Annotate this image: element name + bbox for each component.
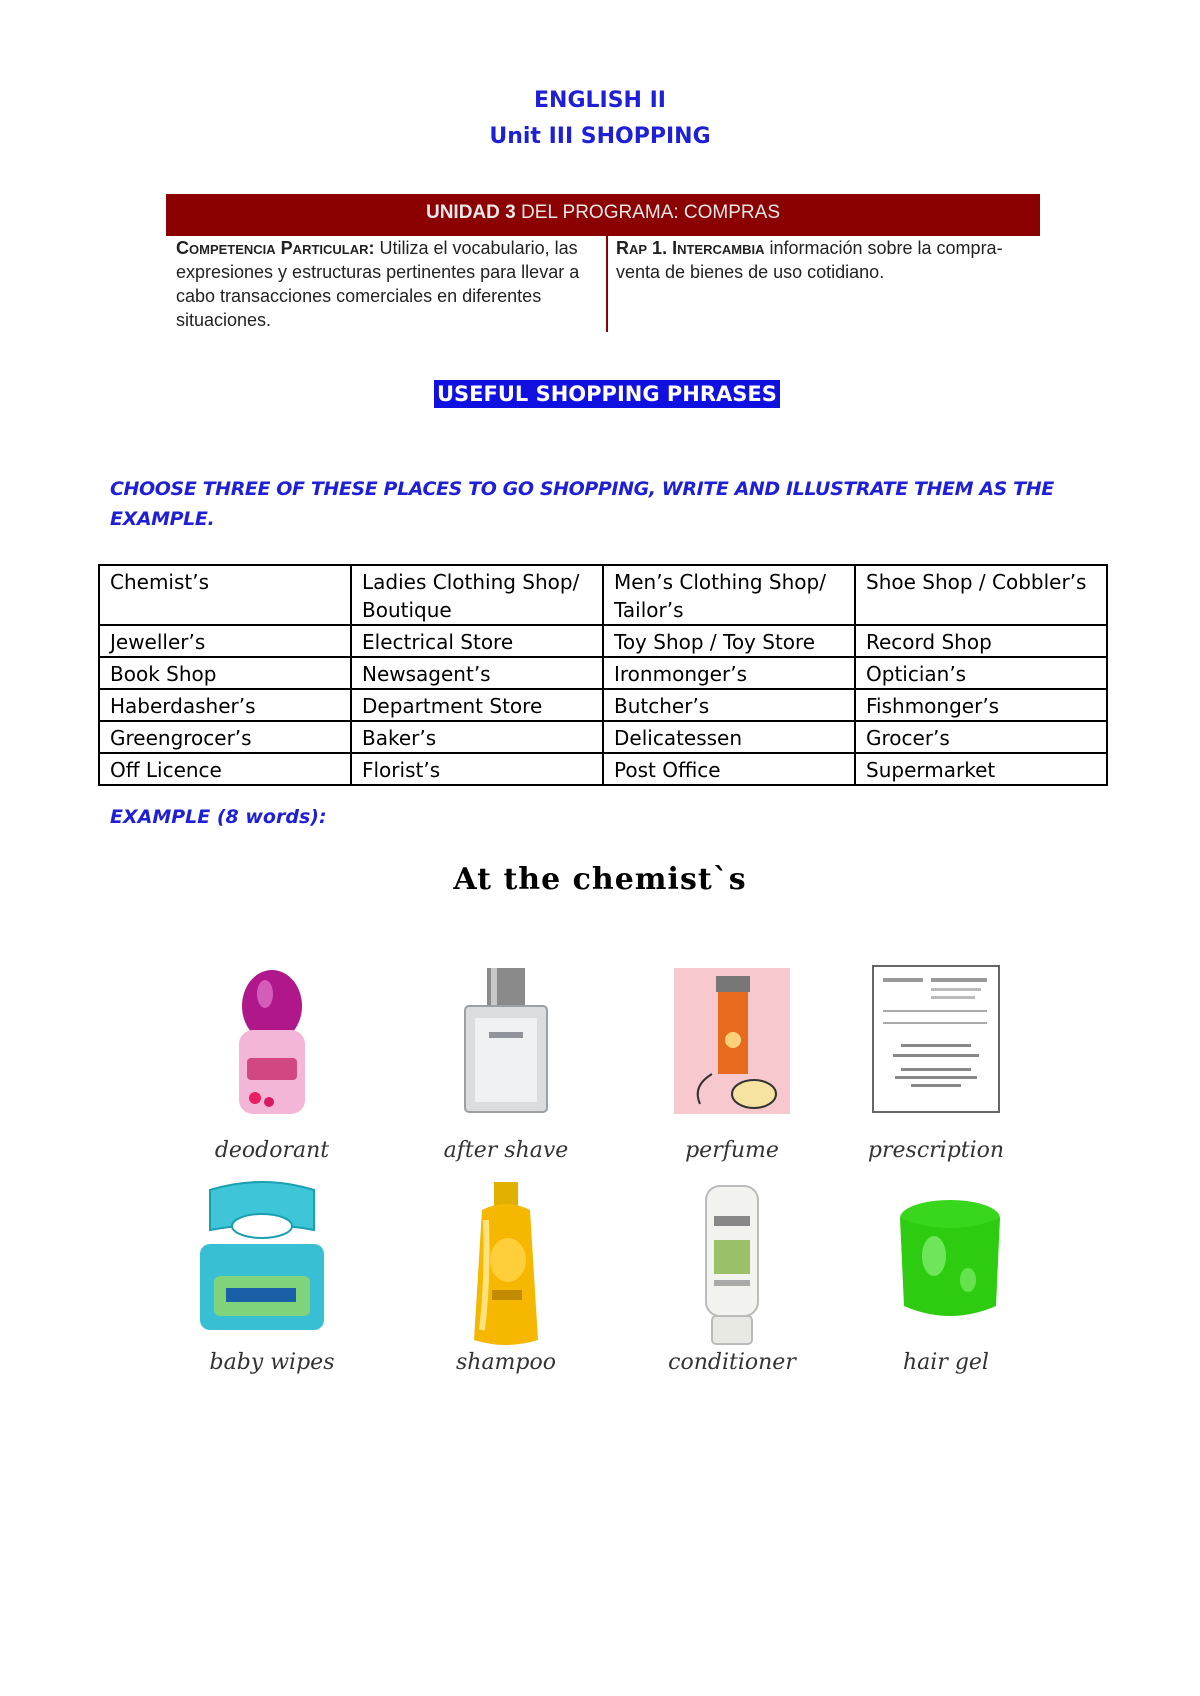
table-cell: Shoe Shop / Cobbler’s [855, 565, 1107, 625]
table-cell: Toy Shop / Toy Store [603, 625, 855, 657]
perfume-atomizer-icon [672, 966, 792, 1116]
example-label: EXAMPLE (8 words): [110, 806, 327, 828]
table-row [99, 625, 1107, 657]
table-cell: Ironmonger’s [603, 657, 855, 689]
table-cell: Grocer’s [855, 721, 1107, 753]
table-cell: Fishmonger’s [855, 689, 1107, 721]
unit-banner-bold: UNIDAD 3 [425, 202, 516, 223]
table-cell: Book Shop [99, 657, 351, 689]
conditioner-bottle-icon [682, 1180, 782, 1350]
section-heading: USEFUL SHOPPING PHRASES [434, 380, 780, 408]
document-subtitle: Unit III SHOPPING [489, 124, 711, 149]
table-cell: Electrical Store [351, 625, 603, 657]
deodorant-bottle-icon [217, 968, 327, 1118]
hair-gel-jar-icon [890, 1196, 1010, 1326]
table-cell: Haberdasher’s [99, 689, 351, 721]
aftershave-item [406, 966, 606, 1116]
instruction-text: CHOOSE THREE OF THESE PLACES TO GO SHOPPING, WRITE AND ILLUSTRATE THEM AS THE EXAMPLE. [110, 478, 1054, 530]
prescription-label: prescription [867, 1138, 1005, 1163]
rap-text [616, 236, 1036, 284]
table-cell: Chemist’s [99, 565, 351, 625]
table-cell: Florist’s [351, 753, 603, 785]
shampoo-label: shampoo [455, 1350, 556, 1375]
table-cell: Supermarket [855, 753, 1107, 785]
baby-wipes-label: baby wipes [209, 1350, 335, 1375]
shampoo-bottle-icon [456, 1180, 556, 1350]
competencia-body: Utiliza el vocabulario, las expresiones y estructuras pertinentes para llevar a cabo transacciones comerciales en diferentes situaciones. [176, 238, 580, 330]
baby-wipes-item [162, 1180, 362, 1340]
baby-wipes-box-icon [192, 1180, 332, 1340]
unit-banner-text [166, 194, 1040, 236]
table-cell: Record Shop [855, 625, 1107, 657]
table-cell: Jeweller’s [99, 625, 351, 657]
table-cell: Butcher’s [603, 689, 855, 721]
example-title: At the chemist`s [453, 862, 747, 897]
perfume-item [632, 966, 832, 1116]
unit-banner-rest: DEL PROGRAMA: COMPRAS [515, 202, 781, 223]
table-cell: Greengrocer’s [99, 721, 351, 753]
table-cell: Delicatessen [603, 721, 855, 753]
hair-gel-label: hair gel [903, 1350, 989, 1375]
table-row [99, 753, 1107, 785]
table-cell: Off Licence [99, 753, 351, 785]
shampoo-item [406, 1180, 606, 1350]
document-title: ENGLISH II [534, 88, 666, 113]
prescription-paper-icon [871, 964, 1001, 1114]
hair-gel-item [850, 1196, 1050, 1326]
table-cell: Department Store [351, 689, 603, 721]
table-cell: Post Office [603, 753, 855, 785]
table-row [99, 721, 1107, 753]
aftershave-label: after shave [443, 1138, 569, 1163]
conditioner-label: conditioner [668, 1350, 796, 1375]
table-row [99, 565, 1107, 625]
table-row [99, 657, 1107, 689]
table-cell: Ladies Clothing Shop/ Boutique [351, 565, 603, 625]
deodorant-item [172, 968, 372, 1118]
table-row [99, 689, 1107, 721]
deodorant-label: deodorant [214, 1138, 330, 1163]
competencia-label: Competencia Particular: [176, 238, 375, 258]
table-cell: Men’s Clothing Shop/ Tailor’s [603, 565, 855, 625]
places-table [98, 564, 1108, 786]
rap-label: Rap 1. Intercambia [616, 238, 765, 258]
table-cell: Newsagent’s [351, 657, 603, 689]
competencia-text [176, 236, 596, 332]
table-cell: Optician’s [855, 657, 1107, 689]
aftershave-bottle-icon [451, 966, 561, 1116]
prescription-item [836, 964, 1036, 1114]
perfume-label: perfume [685, 1138, 779, 1163]
table-cell: Baker’s [351, 721, 603, 753]
unit-banner [166, 194, 1040, 236]
rap-body: información sobre la compra-venta de bienes de uso cotidiano. [616, 238, 1003, 282]
conditioner-item [632, 1180, 832, 1350]
